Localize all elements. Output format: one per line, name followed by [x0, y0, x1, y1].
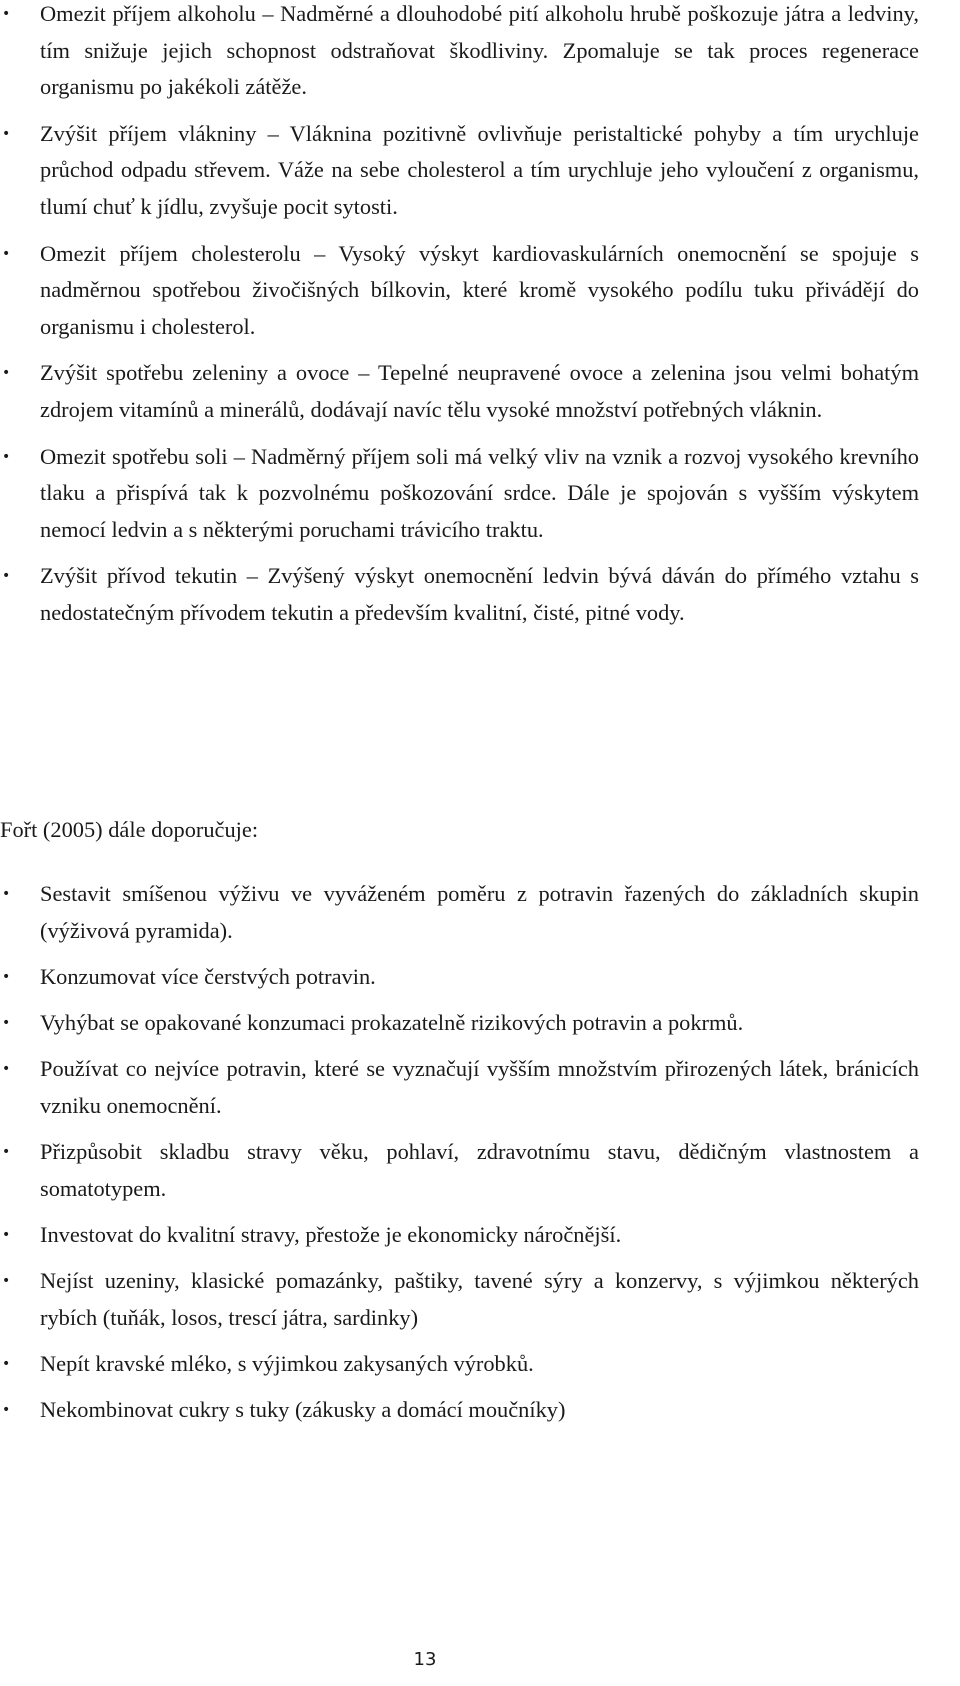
list-item: • Investovat do kvalitní stravy, přestože je ekonomicky náročnější.	[0, 1217, 919, 1254]
section-intro: Fořt (2005) dále doporučuje:	[0, 817, 259, 842]
fort-recommendation-list	[0, 876, 919, 1438]
list-item: • Zvýšit přívod tekutin – Zvýšený výskyt onemocnění ledvin bývá dáván do přímého vztahu s nedostatečným přívodem tekutin a především kvalitní, čisté, pitné vody.	[0, 558, 919, 631]
page-number: 13	[413, 1649, 437, 1670]
list-item: • Zvýšit spotřebu zeleniny a ovoce – Tepelné neupravené ovoce a zelenina jsou velmi bohatým zdrojem vitamínů a minerálů, dodávají navíc tělu vysoké množství potřebných vláknin.	[0, 355, 919, 428]
recommendation-list	[0, 0, 919, 642]
list-item: • Omezit příjem alkoholu – Nadměrné a dlouhodobé pití alkoholu hrubě poškozuje játra a ledviny, tím snižuje jejich schopnost odstraňovat škodliviny. Zpomaluje se tak proces regenerace organismu po jakékoli zátěže.	[0, 0, 919, 106]
list-item: • Vyhýbat se opakované konzumaci prokazatelně rizikových potravin a pokrmů.	[0, 1005, 919, 1042]
list-item: • Nepít kravské mléko, s výjimkou zakysaných výrobků.	[0, 1346, 919, 1383]
list-item: • Nejíst uzeniny, klasické pomazánky, paštiky, tavené sýry a konzervy, s výjimkou některých rybích (tuňák, losos, trescí játra, sardinky)	[0, 1263, 919, 1336]
list-item: • Přizpůsobit skladbu stravy věku, pohlaví, zdravotnímu stavu, dědičným vlastnostem a somatotypem.	[0, 1134, 919, 1207]
list-item: • Zvýšit příjem vlákniny – Vláknina pozitivně ovlivňuje peristaltické pohyby a tím urychluje průchod odpadu střevem. Váže na sebe cholesterol a tím urychluje jeho vyloučení z organismu, tlumí chuť k jídlu, zvyšuje pocit sytosti.	[0, 116, 919, 226]
list-item: • Nekombinovat cukry s tuky (zákusky a domácí moučníky)	[0, 1392, 919, 1429]
list-item: • Omezit spotřebu soli – Nadměrný příjem soli má velký vliv na vznik a rozvoj vysokého krevního tlaku a přispívá tak k pozvolnému poškozování srdce. Dále je spojován s vyšším výskytem nemocí ledvin a s některými poruchami trávicího traktu.	[0, 439, 919, 549]
list-item: • Konzumovat více čerstvých potravin.	[0, 959, 919, 996]
list-item: • Sestavit smíšenou výživu ve vyváženém poměru z potravin řazených do základních skupin (výživová pyramida).	[0, 876, 919, 949]
list-item: • Omezit příjem cholesterolu – Vysoký výskyt kardiovaskulárních onemocnění se spojuje s nadměrnou spotřebou živočišných bílkovin, které kromě vysokého podílu tuku přivádějí do organismu i cholesterol.	[0, 236, 919, 346]
list-item: • Používat co nejvíce potravin, které se vyznačují vyšším množstvím přirozených látek, bránicích vzniku onemocnění.	[0, 1051, 919, 1124]
